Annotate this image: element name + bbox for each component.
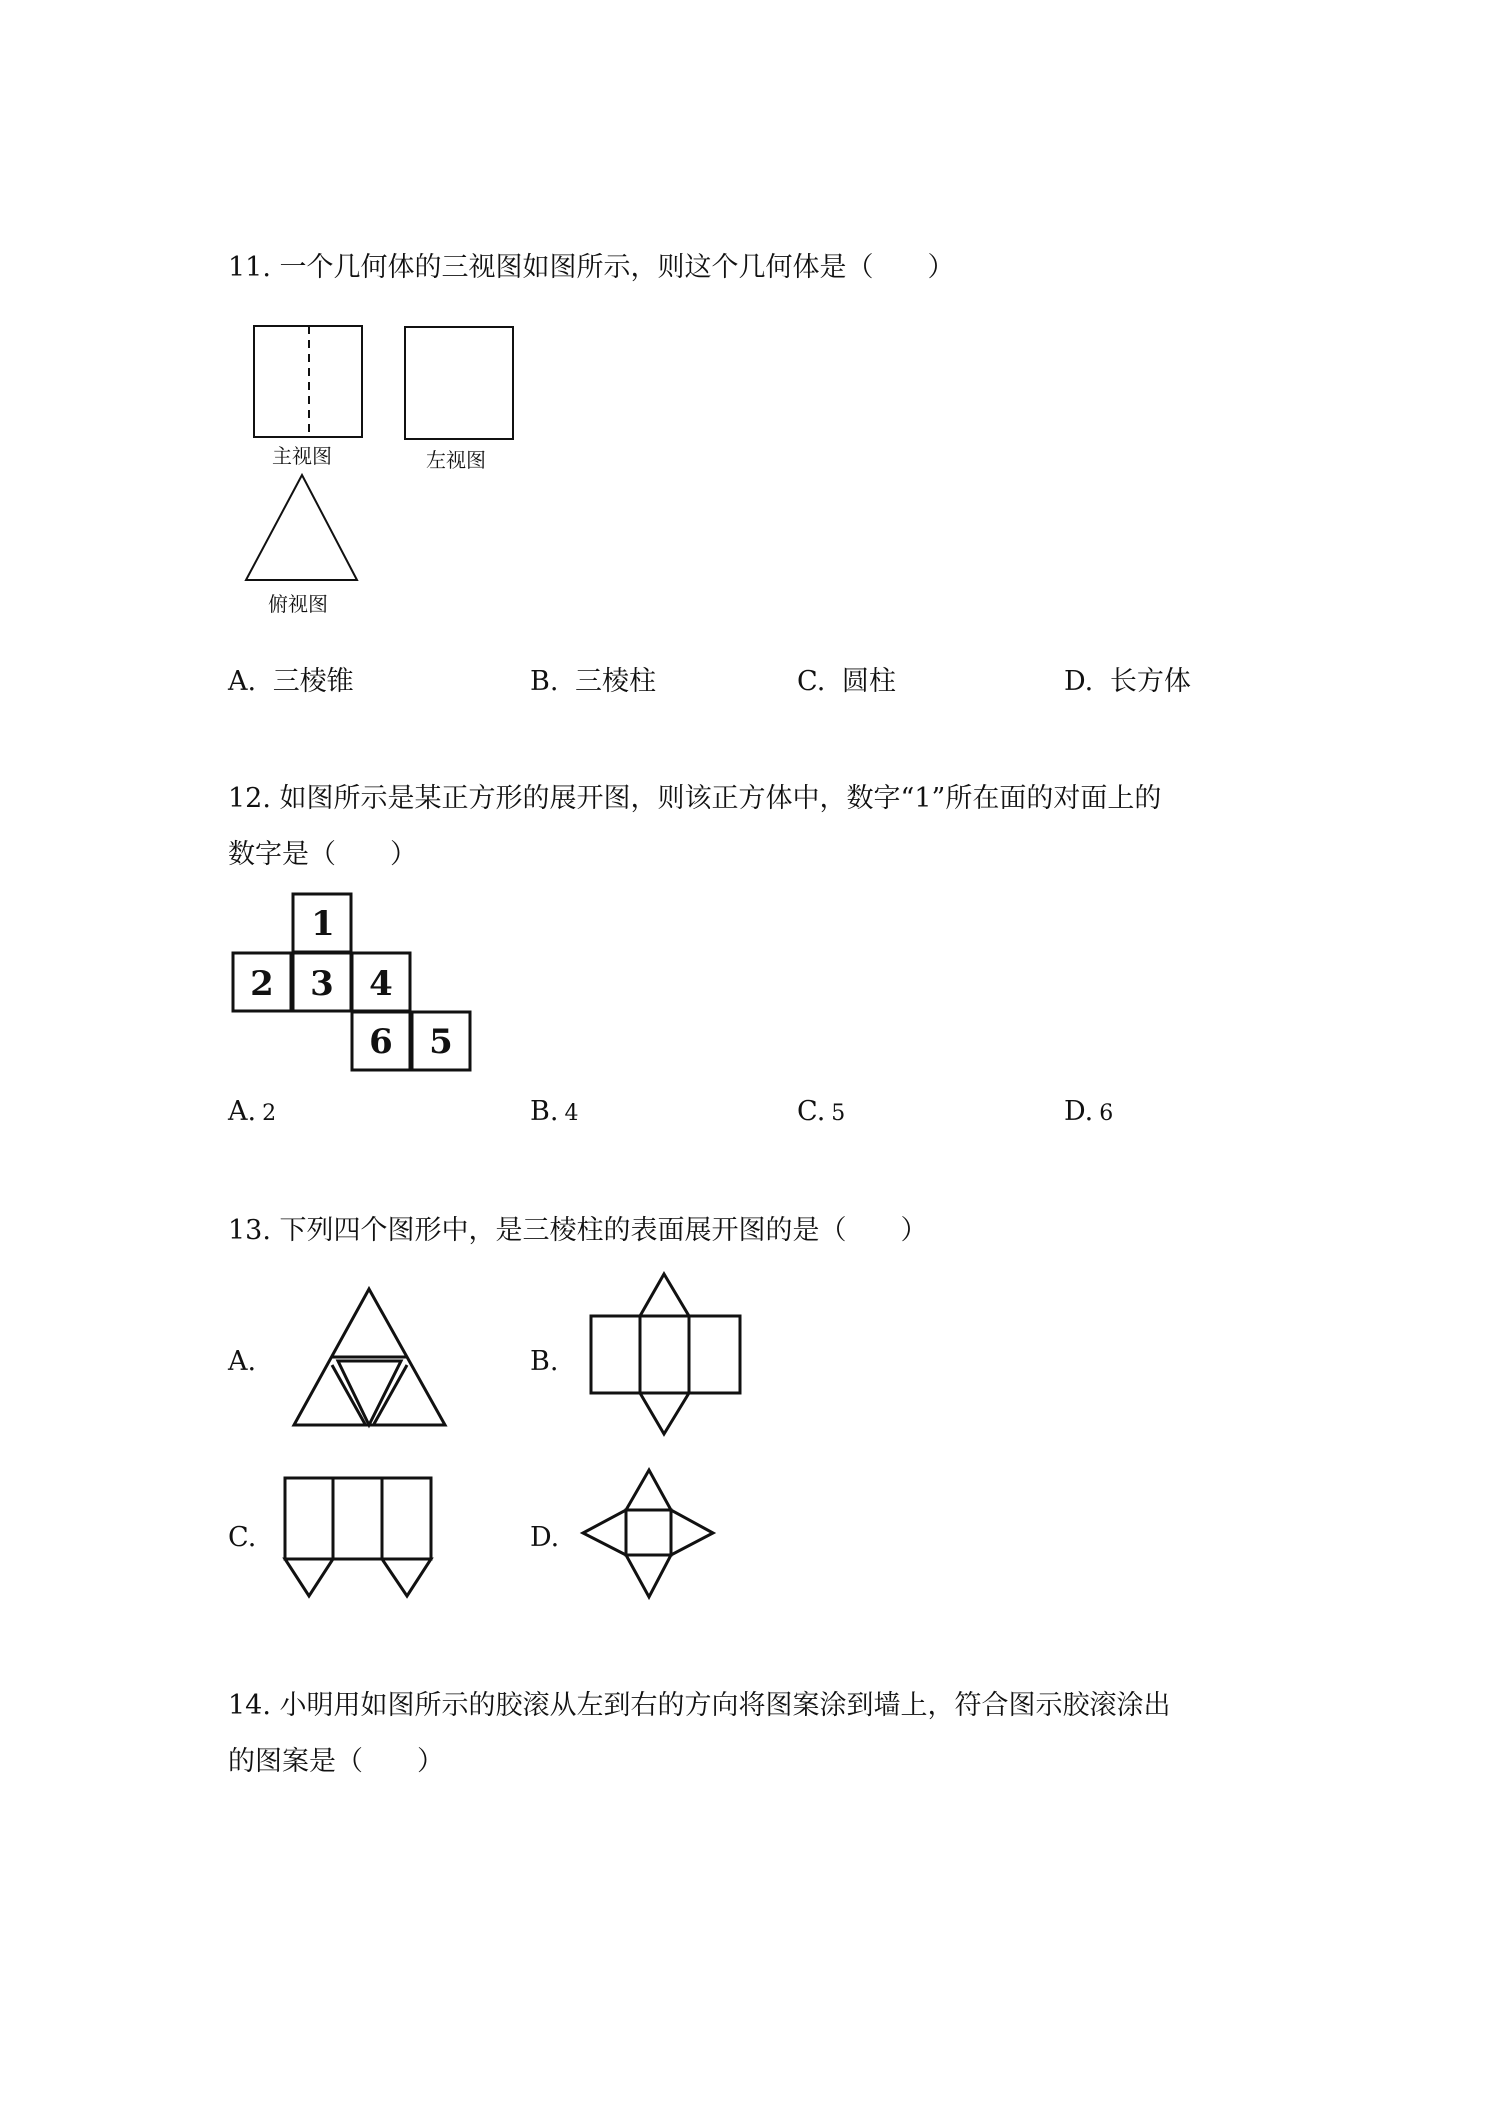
net-number-6: 6 [369, 1022, 393, 1062]
top-view-caption: 俯视图 [268, 592, 328, 616]
question-number: 12. [228, 783, 271, 814]
option-12-d[interactable]: D. 6 [1064, 1096, 1114, 1127]
option-13-d[interactable]: D. [530, 1522, 560, 1553]
option-13-a[interactable]: A. [228, 1346, 257, 1377]
question-14-line1 [228, 1686, 1171, 1726]
net-b-rectangles-figure [591, 1274, 740, 1434]
option-12-b[interactable]: B. 4 [530, 1096, 579, 1127]
option-11-a[interactable]: A. 三棱锥 [228, 666, 354, 697]
option-13-b[interactable]: B. [530, 1346, 559, 1377]
question-number: 11. [228, 252, 271, 283]
question-12-line2: 数字是（ ） [228, 839, 417, 870]
option-11-b[interactable]: B. 三棱柱 [530, 666, 657, 697]
question-number: 13. [228, 1215, 271, 1246]
option-12-a[interactable]: A. 2 [228, 1096, 277, 1127]
left-view-caption: 左视图 [426, 448, 486, 472]
question-14-line2: 的图案是（ ） [228, 1746, 444, 1777]
option-13-c[interactable]: C. [228, 1522, 257, 1553]
front-view-caption: 主视图 [272, 444, 332, 468]
net-number-4: 4 [369, 964, 393, 1004]
question-number: 14. [228, 1690, 271, 1721]
net-number-3: 3 [310, 964, 334, 1004]
net-c-rectangles-figure [285, 1478, 431, 1596]
question-text: 小明用如图所示的胶滚从左到右的方向将图案涂到墙上，符合图示胶滚涂出 [279, 1690, 1171, 1721]
question-text: 下列四个图形中，是三棱柱的表面展开图的是（ ） [279, 1215, 928, 1246]
option-11-d[interactable]: D. 长方体 [1064, 666, 1191, 697]
question-text: 一个几何体的三视图如图所示，则这个几何体是（ ） [279, 252, 955, 283]
question-text: 如图所示是某正方形的展开图，则该正方体中，数字“1”所在面的对面上的 [279, 783, 1162, 814]
net-a-triangle-figure [294, 1289, 445, 1425]
net-number-2: 2 [250, 964, 274, 1004]
net-number-1: 1 [311, 904, 335, 944]
option-11-c[interactable]: C. 圆柱 [797, 666, 896, 697]
option-12-c[interactable]: C. 5 [797, 1096, 846, 1127]
net-number-5: 5 [429, 1022, 453, 1062]
net-d-square-figure [583, 1470, 713, 1597]
